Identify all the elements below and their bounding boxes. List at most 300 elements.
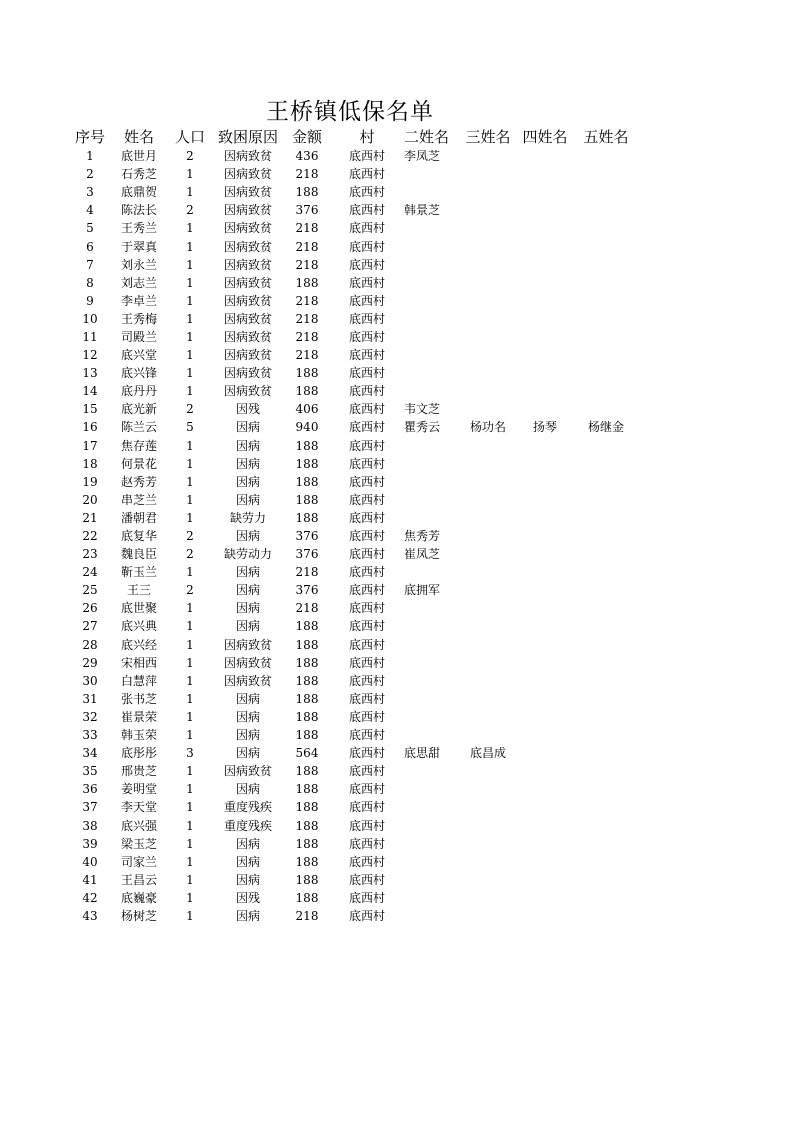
cell-name3 <box>460 382 516 400</box>
cell-reason: 因病 <box>235 746 260 761</box>
cell-name2: 焦秀芳 <box>404 529 441 544</box>
cell-village: 底西村 <box>348 908 385 923</box>
cell-village: 底西村 <box>348 890 385 905</box>
cell-reason: 因病致贫 <box>223 149 272 164</box>
cell-reason: 因病 <box>235 583 260 598</box>
cell-name3 <box>460 708 516 726</box>
cell-population: 1 <box>186 257 194 272</box>
table-row <box>70 871 638 889</box>
cell-name2 <box>404 672 460 690</box>
cell-amount: 188 <box>295 655 319 670</box>
cell-name: 底光新 <box>120 402 157 417</box>
cell-name5 <box>574 437 638 455</box>
cell-name: 刘志兰 <box>120 275 157 290</box>
cell-name: 邢贵芝 <box>120 764 157 779</box>
cell-name: 石秀芝 <box>120 167 157 182</box>
cell-name: 魏良臣 <box>120 547 157 562</box>
cell-reason: 因病 <box>235 565 260 580</box>
cell-name2: 崔凤芝 <box>404 547 441 562</box>
cell-population: 1 <box>186 908 194 923</box>
cell-name3 <box>460 762 516 780</box>
cell-name: 王昌云 <box>120 872 157 887</box>
cell-name: 底彤彤 <box>120 746 157 761</box>
cell-name2 <box>404 165 460 183</box>
table-row <box>70 219 638 237</box>
cell-name4 <box>516 491 574 509</box>
cell-reason: 因病 <box>235 782 260 797</box>
cell-seq: 32 <box>82 709 98 724</box>
cell-name3 <box>460 527 516 545</box>
cell-name: 王秀兰 <box>120 221 157 236</box>
cell-seq: 15 <box>82 402 98 417</box>
cell-name3 <box>460 437 516 455</box>
cell-seq: 5 <box>86 221 94 236</box>
cell-village: 底西村 <box>348 149 385 164</box>
table-row <box>70 617 638 635</box>
cell-seq: 41 <box>82 872 98 887</box>
cell-name4 <box>516 708 574 726</box>
cell-name2 <box>404 780 460 798</box>
cell-name3 <box>460 853 516 871</box>
cell-name3 <box>460 889 516 907</box>
cell-name5 <box>574 292 638 310</box>
cell-name5 <box>574 726 638 744</box>
cell-name4 <box>516 147 574 165</box>
cell-reason: 因病致贫 <box>223 311 272 326</box>
cell-seq: 7 <box>86 257 94 272</box>
cell-seq: 25 <box>82 583 98 598</box>
cell-reason: 因病致贫 <box>223 203 272 218</box>
cell-village: 底西村 <box>348 529 385 544</box>
cell-name3 <box>460 907 516 925</box>
header-reason: 致困原因 <box>217 128 278 146</box>
cell-village: 底西村 <box>348 438 385 453</box>
cell-name2 <box>404 853 460 871</box>
cell-reason: 因病 <box>235 709 260 724</box>
cell-amount: 188 <box>295 438 319 453</box>
cell-name4 <box>516 816 574 834</box>
cell-seq: 4 <box>86 203 94 218</box>
cell-name2 <box>404 491 460 509</box>
cell-name2 <box>404 835 460 853</box>
table-row <box>70 165 638 183</box>
cell-amount: 376 <box>295 529 319 544</box>
cell-population: 2 <box>186 149 194 164</box>
cell-village: 底西村 <box>348 492 385 507</box>
cell-name3 <box>460 292 516 310</box>
cell-population: 1 <box>186 510 194 525</box>
cell-village: 底西村 <box>348 420 385 435</box>
cell-amount: 218 <box>295 329 319 344</box>
cell-village: 底西村 <box>348 221 385 236</box>
cell-name3 <box>460 545 516 563</box>
cell-village: 底西村 <box>348 384 385 399</box>
cell-name3 <box>460 400 516 418</box>
cell-name2 <box>404 726 460 744</box>
cell-name: 潘朝君 <box>120 510 157 525</box>
header-name5: 五姓名 <box>583 128 629 146</box>
cell-reason: 因病 <box>235 908 260 923</box>
table-row <box>70 382 638 400</box>
cell-amount: 188 <box>295 818 319 833</box>
cell-name4 <box>516 346 574 364</box>
cell-name: 张书芝 <box>120 691 157 706</box>
cell-reason: 因病 <box>235 601 260 616</box>
cell-population: 1 <box>186 818 194 833</box>
cell-reason: 因病致贫 <box>223 366 272 381</box>
cell-village: 底西村 <box>348 474 385 489</box>
cell-village: 底西村 <box>348 366 385 381</box>
cell-population: 1 <box>186 492 194 507</box>
cell-name5 <box>574 346 638 364</box>
cell-name5 <box>574 798 638 816</box>
cell-name3 <box>460 780 516 798</box>
page-title: 王桥镇低保名单 <box>266 99 434 125</box>
cell-name2: 李凤芝 <box>404 149 441 164</box>
cell-name4 <box>516 237 574 255</box>
cell-name: 白慧萍 <box>120 673 157 688</box>
cell-name3 <box>460 147 516 165</box>
cell-name: 焦存莲 <box>120 438 157 453</box>
cell-village: 底西村 <box>348 619 385 634</box>
cell-name2 <box>404 599 460 617</box>
cell-village: 底西村 <box>348 185 385 200</box>
roster-table <box>70 128 638 925</box>
cell-name5 <box>574 147 638 165</box>
cell-population: 1 <box>186 384 194 399</box>
cell-name4 <box>516 654 574 672</box>
cell-population: 2 <box>186 583 194 598</box>
cell-name3: 杨功名 <box>469 420 506 435</box>
cell-name3 <box>460 871 516 889</box>
cell-reason: 因病 <box>235 474 260 489</box>
cell-name2 <box>404 798 460 816</box>
cell-name4 <box>516 780 574 798</box>
table-row <box>70 256 638 274</box>
cell-name3 <box>460 219 516 237</box>
cell-amount: 188 <box>295 637 319 652</box>
cell-name2 <box>404 509 460 527</box>
cell-reason: 因病致贫 <box>223 221 272 236</box>
cell-amount: 218 <box>295 257 319 272</box>
table-row <box>70 780 638 798</box>
table-row <box>70 672 638 690</box>
cell-seq: 37 <box>82 800 98 815</box>
cell-reason: 因病 <box>235 420 260 435</box>
cell-amount: 188 <box>295 890 319 905</box>
table-row <box>70 455 638 473</box>
cell-amount: 376 <box>295 583 319 598</box>
cell-village: 底西村 <box>348 746 385 761</box>
cell-village: 底西村 <box>348 275 385 290</box>
table-row <box>70 328 638 346</box>
cell-name2 <box>404 690 460 708</box>
cell-name3 <box>460 256 516 274</box>
cell-name2 <box>404 274 460 292</box>
cell-population: 1 <box>186 311 194 326</box>
cell-name5 <box>574 400 638 418</box>
cell-reason: 因病致贫 <box>223 637 272 652</box>
cell-village: 底西村 <box>348 510 385 525</box>
cell-population: 1 <box>186 728 194 743</box>
cell-name4 <box>516 400 574 418</box>
table-row <box>70 853 638 871</box>
cell-name4 <box>516 853 574 871</box>
cell-amount: 188 <box>295 872 319 887</box>
cell-reason: 因病致贫 <box>223 275 272 290</box>
cell-seq: 13 <box>82 366 98 381</box>
cell-amount: 188 <box>295 691 319 706</box>
cell-amount: 188 <box>295 673 319 688</box>
cell-name3 <box>460 563 516 581</box>
cell-name: 王三 <box>126 583 151 598</box>
cell-seq: 19 <box>82 474 98 489</box>
cell-seq: 36 <box>82 782 98 797</box>
cell-village: 底西村 <box>348 583 385 598</box>
cell-name: 王秀梅 <box>120 311 157 326</box>
cell-name4 <box>516 545 574 563</box>
cell-name4 <box>516 165 574 183</box>
cell-name2 <box>404 816 460 834</box>
cell-name3 <box>460 617 516 635</box>
cell-name4 <box>516 636 574 654</box>
cell-name4 <box>516 509 574 527</box>
cell-name5 <box>574 183 638 201</box>
cell-name: 靳玉兰 <box>120 565 157 580</box>
cell-reason: 因病致贫 <box>223 348 272 363</box>
cell-seq: 40 <box>82 854 98 869</box>
cell-population: 1 <box>186 438 194 453</box>
cell-name4 <box>516 219 574 237</box>
table-row <box>70 726 638 744</box>
table-row <box>70 690 638 708</box>
cell-name5 <box>574 545 638 563</box>
cell-name4 <box>516 762 574 780</box>
cell-name: 崔景荣 <box>120 709 157 724</box>
cell-amount: 188 <box>295 456 319 471</box>
cell-amount: 218 <box>295 221 319 236</box>
cell-reason: 因病 <box>235 854 260 869</box>
cell-name: 杨树芝 <box>120 908 157 923</box>
cell-reason: 因病 <box>235 456 260 471</box>
cell-population: 1 <box>186 293 194 308</box>
cell-village: 底西村 <box>348 456 385 471</box>
cell-name3 <box>460 835 516 853</box>
cell-reason: 因病 <box>235 492 260 507</box>
cell-population: 1 <box>186 872 194 887</box>
cell-name3 <box>460 816 516 834</box>
cell-reason: 因病 <box>235 619 260 634</box>
cell-name: 底世月 <box>120 149 157 164</box>
cell-name5 <box>574 835 638 853</box>
cell-name4 <box>516 889 574 907</box>
cell-village: 底西村 <box>348 637 385 652</box>
cell-name5 <box>574 165 638 183</box>
cell-seq: 33 <box>82 728 98 743</box>
cell-name4: 扬琴 <box>532 420 557 435</box>
cell-name3 <box>460 581 516 599</box>
cell-population: 1 <box>186 619 194 634</box>
cell-amount: 218 <box>295 908 319 923</box>
cell-amount: 188 <box>295 728 319 743</box>
cell-name: 韩玉荣 <box>120 728 157 743</box>
table-row <box>70 274 638 292</box>
cell-population: 1 <box>186 800 194 815</box>
cell-name2 <box>404 183 460 201</box>
cell-seq: 38 <box>82 818 98 833</box>
cell-population: 1 <box>186 764 194 779</box>
cell-name4 <box>516 672 574 690</box>
cell-seq: 8 <box>86 275 94 290</box>
cell-name2: 底拥军 <box>404 583 441 598</box>
cell-name5 <box>574 274 638 292</box>
cell-amount: 188 <box>295 366 319 381</box>
table-row <box>70 835 638 853</box>
cell-name5 <box>574 744 638 762</box>
cell-reason: 缺劳动力 <box>223 547 272 562</box>
table-row <box>70 581 638 599</box>
cell-village: 底西村 <box>348 709 385 724</box>
cell-reason: 缺劳力 <box>229 510 266 525</box>
cell-name3 <box>460 509 516 527</box>
cell-population: 1 <box>186 782 194 797</box>
cell-amount: 218 <box>295 348 319 363</box>
cell-amount: 188 <box>295 800 319 815</box>
cell-seq: 42 <box>82 890 98 905</box>
table-row <box>70 346 638 364</box>
cell-name: 底兴经 <box>120 637 157 652</box>
cell-seq: 2 <box>86 167 94 182</box>
cell-name3 <box>460 201 516 219</box>
cell-village: 底西村 <box>348 601 385 616</box>
cell-population: 1 <box>186 601 194 616</box>
cell-seq: 26 <box>82 601 98 616</box>
cell-village: 底西村 <box>348 854 385 869</box>
cell-name3 <box>460 455 516 473</box>
cell-reason: 因病致贫 <box>223 257 272 272</box>
cell-name4 <box>516 907 574 925</box>
cell-population: 1 <box>186 474 194 489</box>
cell-name5 <box>574 527 638 545</box>
cell-amount: 564 <box>295 746 319 761</box>
cell-seq: 20 <box>82 492 98 507</box>
cell-population: 2 <box>186 203 194 218</box>
cell-name5 <box>574 563 638 581</box>
header-village: 村 <box>359 128 375 146</box>
cell-village: 底西村 <box>348 239 385 254</box>
table-row <box>70 816 638 834</box>
cell-name2 <box>404 310 460 328</box>
cell-name3 <box>460 183 516 201</box>
table-row <box>70 907 638 925</box>
cell-amount: 218 <box>295 239 319 254</box>
cell-reason: 因病致贫 <box>223 764 272 779</box>
cell-reason: 因病致贫 <box>223 655 272 670</box>
cell-village: 底西村 <box>348 655 385 670</box>
cell-amount: 188 <box>295 619 319 634</box>
cell-name2: 底思甜 <box>404 746 441 761</box>
cell-amount: 188 <box>295 836 319 851</box>
cell-population: 1 <box>186 709 194 724</box>
table-row <box>70 201 638 219</box>
cell-name: 赵秀芳 <box>120 474 157 489</box>
cell-name2 <box>404 455 460 473</box>
cell-name: 司殿兰 <box>120 329 157 344</box>
cell-name5 <box>574 853 638 871</box>
table-row <box>70 889 638 907</box>
cell-population: 1 <box>186 348 194 363</box>
cell-name4 <box>516 256 574 274</box>
header-seq: 序号 <box>74 128 105 146</box>
cell-name5 <box>574 780 638 798</box>
cell-village: 底西村 <box>348 800 385 815</box>
cell-name5 <box>574 364 638 382</box>
cell-seq: 21 <box>82 510 98 525</box>
cell-seq: 18 <box>82 456 98 471</box>
cell-name: 底巍豪 <box>120 890 157 905</box>
cell-population: 1 <box>186 565 194 580</box>
cell-name4 <box>516 581 574 599</box>
cell-name: 司家兰 <box>120 854 157 869</box>
cell-name3 <box>460 274 516 292</box>
cell-village: 底西村 <box>348 547 385 562</box>
cell-name: 李卓兰 <box>120 293 157 308</box>
cell-name5 <box>574 237 638 255</box>
header-row <box>70 128 638 147</box>
cell-reason: 因病致贫 <box>223 167 272 182</box>
table-row <box>70 364 638 382</box>
cell-name5 <box>574 509 638 527</box>
cell-name4 <box>516 364 574 382</box>
cell-population: 1 <box>186 673 194 688</box>
cell-seq: 30 <box>82 673 98 688</box>
cell-name: 底复华 <box>120 529 157 544</box>
cell-amount: 188 <box>295 275 319 290</box>
cell-reason: 因残 <box>235 402 260 417</box>
cell-name5: 杨继金 <box>587 420 624 435</box>
cell-seq: 22 <box>82 529 98 544</box>
cell-name4 <box>516 201 574 219</box>
table-row <box>70 762 638 780</box>
cell-name2 <box>404 889 460 907</box>
table-header <box>70 128 638 147</box>
cell-population: 5 <box>186 420 194 435</box>
cell-village: 底西村 <box>348 728 385 743</box>
cell-seq: 29 <box>82 655 98 670</box>
cell-name4 <box>516 455 574 473</box>
cell-village: 底西村 <box>348 818 385 833</box>
cell-name4 <box>516 527 574 545</box>
cell-population: 1 <box>186 275 194 290</box>
table-row <box>70 437 638 455</box>
cell-village: 底西村 <box>348 203 385 218</box>
table-row <box>70 509 638 527</box>
cell-name: 底世聚 <box>120 601 157 616</box>
cell-name3: 底昌成 <box>469 746 506 761</box>
cell-amount: 218 <box>295 311 319 326</box>
table-row <box>70 636 638 654</box>
table-body <box>70 147 638 925</box>
header-population: 人口 <box>174 128 205 146</box>
cell-name5 <box>574 816 638 834</box>
table-row <box>70 654 638 672</box>
cell-seq: 12 <box>82 348 98 363</box>
cell-name4 <box>516 274 574 292</box>
cell-name5 <box>574 762 638 780</box>
cell-reason: 因病 <box>235 438 260 453</box>
cell-name: 陈法长 <box>120 203 157 218</box>
cell-population: 1 <box>186 854 194 869</box>
